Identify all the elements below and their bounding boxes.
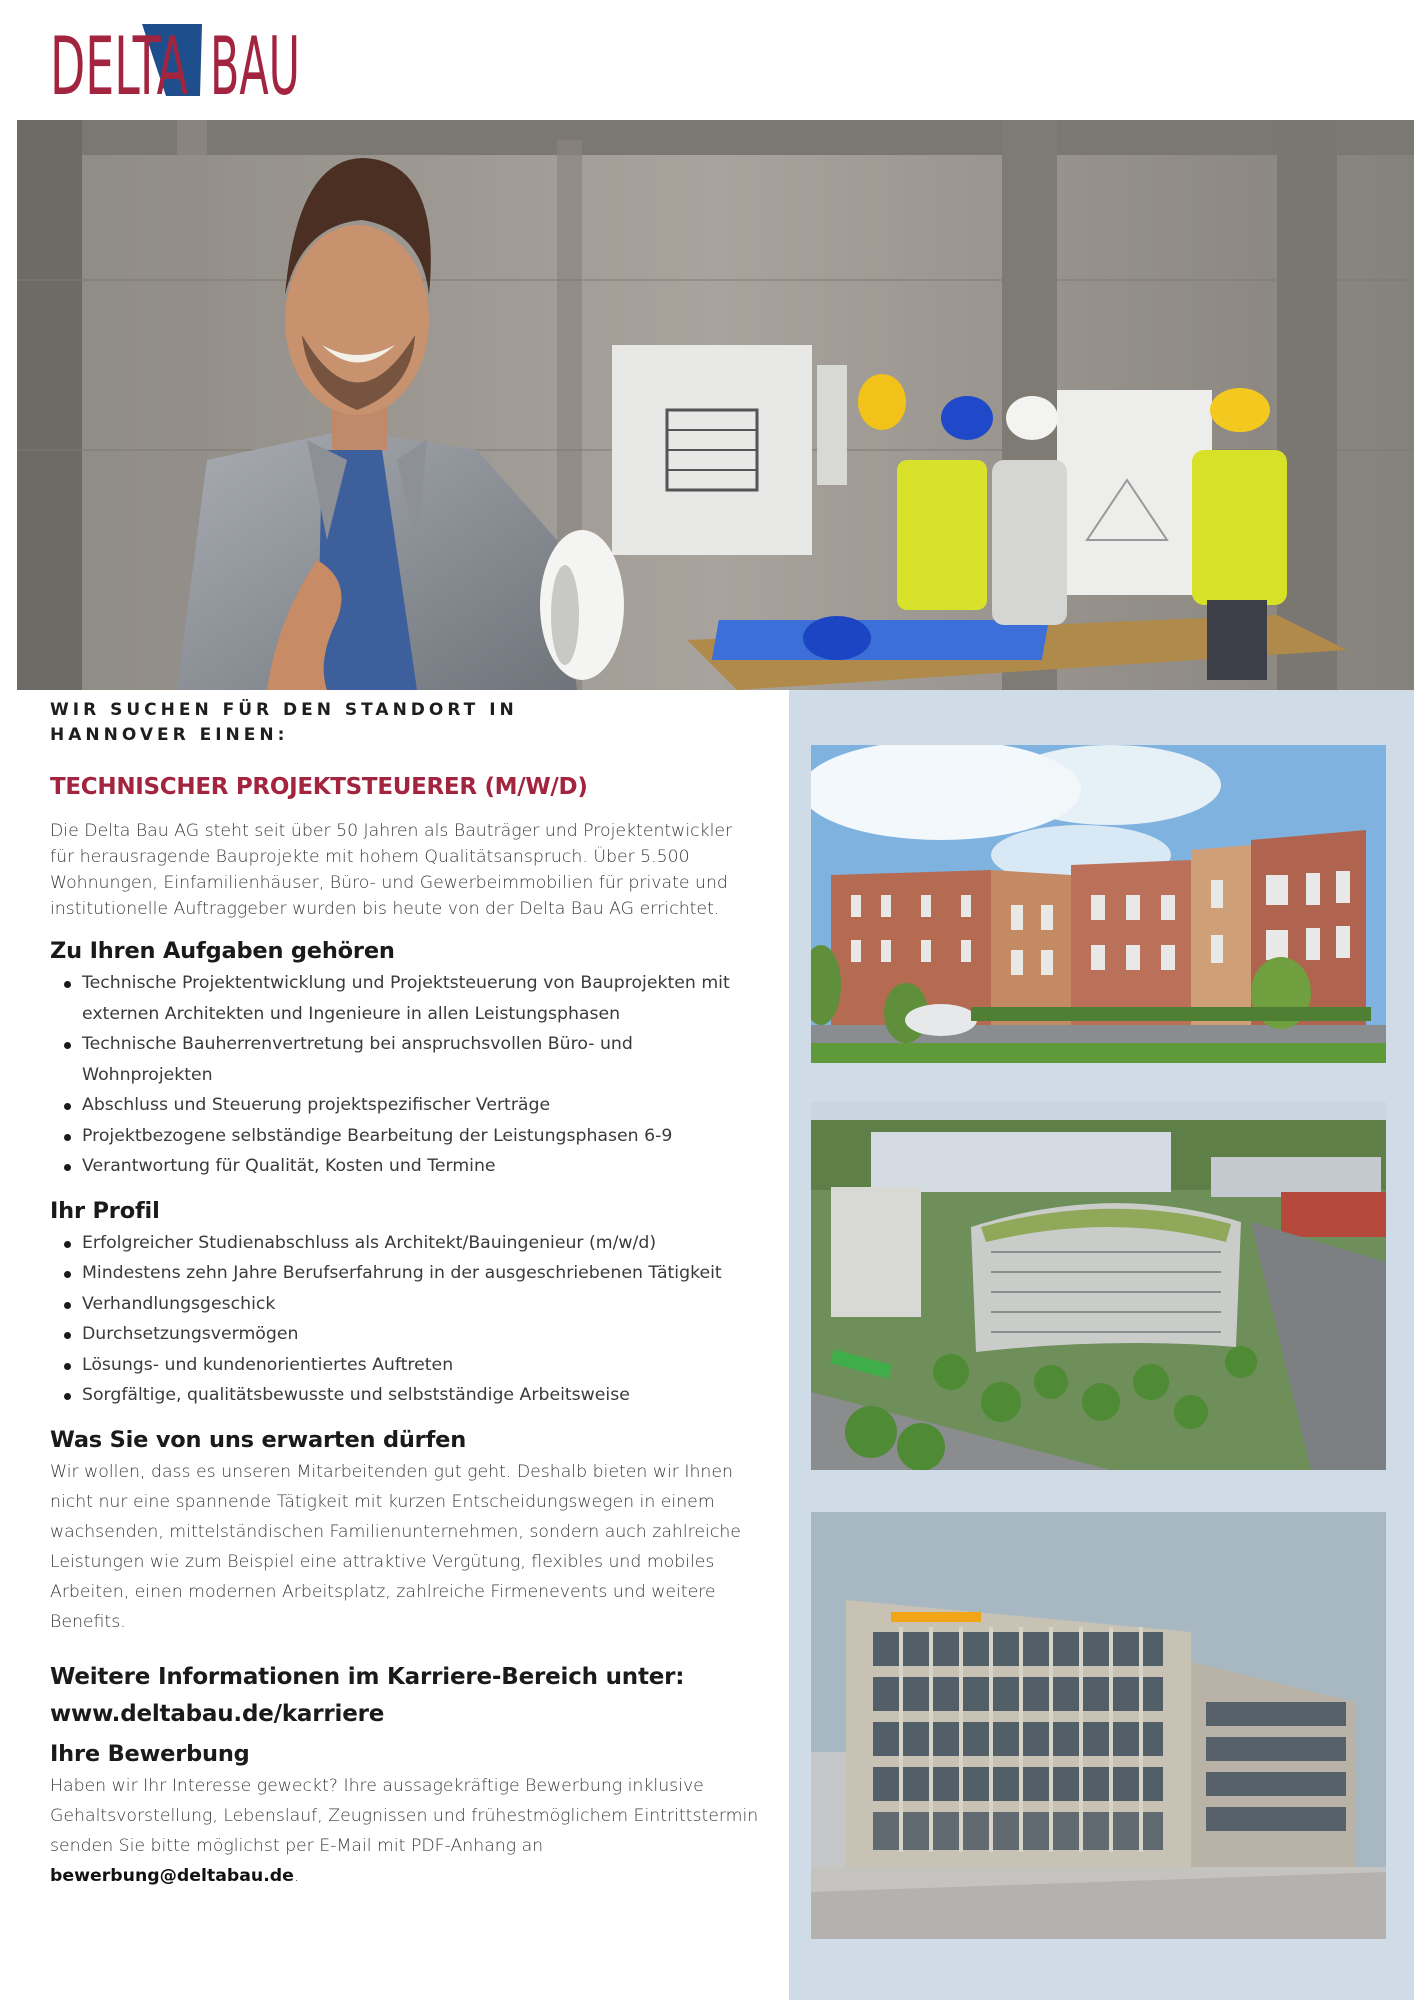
tasks-list xyxy=(50,968,760,1182)
svg-text:DELTA: DELTA xyxy=(50,24,188,96)
list-item-text: Sorgfältige, qualitätsbewusste und selbstständige Arbeitsweise xyxy=(82,1385,630,1405)
bullet-icon xyxy=(64,1332,71,1339)
bullet-icon xyxy=(64,1134,71,1141)
bullet-icon xyxy=(64,1103,71,1110)
list-item xyxy=(50,1228,760,1259)
photo-office-campus-aerial xyxy=(811,1102,1386,1470)
project-photos-panel xyxy=(789,690,1414,2000)
offer-text: Wir wollen, dass es unseren Mitarbeitenden gut geht. Deshalb bieten wir Ihnen nicht nur eine spannende Tätigkeit mit kurzen Entscheidungswegen in einem wachsenden, mittelständischen Familienunternehmen, sondern auch zahlreiche Leistungen wie zum Beispiel eine attraktive Vergütung, flexibles und mobiles Arbeiten, einen modernen Arbeitsplatz, zahlreiche Firmenevents und weitere Benefits. xyxy=(50,1461,741,1632)
list-item xyxy=(50,1258,760,1289)
more-info-label: Weitere Informationen im Karriere-Bereich unter: xyxy=(50,1663,685,1690)
hero-photo-construction-team xyxy=(17,120,1414,690)
bullet-icon xyxy=(64,1042,71,1049)
list-item xyxy=(50,1121,760,1152)
list-item-text: Erfolgreicher Studienabschluss als Architekt/Bauingenieur (m/w/d) xyxy=(82,1232,657,1253)
list-item-text: Projektbezogene selbständige Bearbeitung der Leistungsphasen 6-9 xyxy=(82,1125,673,1146)
eyebrow-location: WIR SUCHEN FÜR DEN STANDORT IN HANNOVER EINEN: xyxy=(50,700,518,745)
tasks-heading: Zu Ihren Aufgaben gehören xyxy=(50,938,395,964)
list-item xyxy=(50,1090,760,1121)
list-item xyxy=(50,1151,760,1182)
offer-heading: Was Sie von uns erwarten dürfen xyxy=(50,1426,467,1453)
bullet-icon xyxy=(64,1363,71,1370)
list-item-text: Verantwortung für Qualität, Kosten und Termine xyxy=(82,1156,496,1176)
list-item-text: Durchsetzungsvermögen xyxy=(82,1324,299,1344)
bullet-icon xyxy=(64,1302,71,1309)
bullet-icon xyxy=(64,1271,71,1278)
list-item-text: Mindestens zehn Jahre Berufserfahrung in der ausgeschriebenen Tätigkeit xyxy=(82,1263,722,1283)
list-item-text: Lösungs- und kundenorientiertes Auftreten xyxy=(82,1354,454,1375)
more-info xyxy=(50,1659,760,1733)
photo-residential-buildings xyxy=(811,745,1386,1063)
list-item-text: Abschluss und Steuerung projektspezifischer Verträge xyxy=(82,1095,551,1115)
list-item xyxy=(50,968,760,1029)
list-item xyxy=(50,1319,760,1350)
photo-office-building xyxy=(811,1512,1386,1939)
list-item-text: Technische Bauherrenvertretung bei anspruchsvollen Büro- und Wohnprojekten xyxy=(82,1034,633,1085)
list-item xyxy=(50,1350,760,1381)
bullet-icon xyxy=(64,1164,71,1171)
job-ad-content xyxy=(50,698,760,1891)
profile-heading: Ihr Profil xyxy=(50,1197,160,1224)
bullet-icon xyxy=(64,981,71,988)
bullet-icon xyxy=(64,1393,71,1400)
application-end: . xyxy=(293,1865,300,1886)
job-title: TECHNISCHER PROJEKTSTEUERER (M/W/D) xyxy=(50,774,588,800)
list-item xyxy=(50,1029,760,1090)
career-link[interactable]: www.deltabau.de/karriere xyxy=(50,1700,385,1727)
delta-bau-logo xyxy=(50,24,300,96)
bullet-icon xyxy=(64,1241,71,1248)
application-heading: Ihre Bewerbung xyxy=(50,1740,250,1767)
list-item xyxy=(50,1289,760,1320)
list-item-text: Technische Projektentwicklung und Projektsteuerung von Bauprojekten mit externen Architekten und Ingenieure in allen Leistungsphasen xyxy=(82,973,730,1024)
company-intro: Die Delta Bau AG steht seit über 50 Jahren als Bauträger und Projektentwickler für herausragende Bauprojekte mit hohem Qualitätsanspruch. Über 5.500 Wohnungen, Einfamilienhäuser, Büro- und Gewerbeimmobilien für private und institutionelle Auftraggeber wurden bis heute von der Delta Bau AG errichtet. xyxy=(50,821,733,919)
application-text xyxy=(50,1771,760,1891)
application-body: Haben wir Ihr Interesse geweckt? Ihre aussagekräftige Bewerbung inklusive Gehaltsvorstellung, Lebenslauf, Zeugnissen und frühestmöglichem Eintrittstermin senden Sie bitte möglichst per E-Mail mit PDF-Anhang an xyxy=(50,1775,759,1856)
application-email-link[interactable]: bewerbung@deltabau.de xyxy=(50,1865,294,1886)
list-item-text: Verhandlungsgeschick xyxy=(82,1293,276,1314)
list-item xyxy=(50,1380,760,1411)
svg-text:BAU: BAU xyxy=(210,24,300,96)
profile-list xyxy=(50,1228,760,1411)
